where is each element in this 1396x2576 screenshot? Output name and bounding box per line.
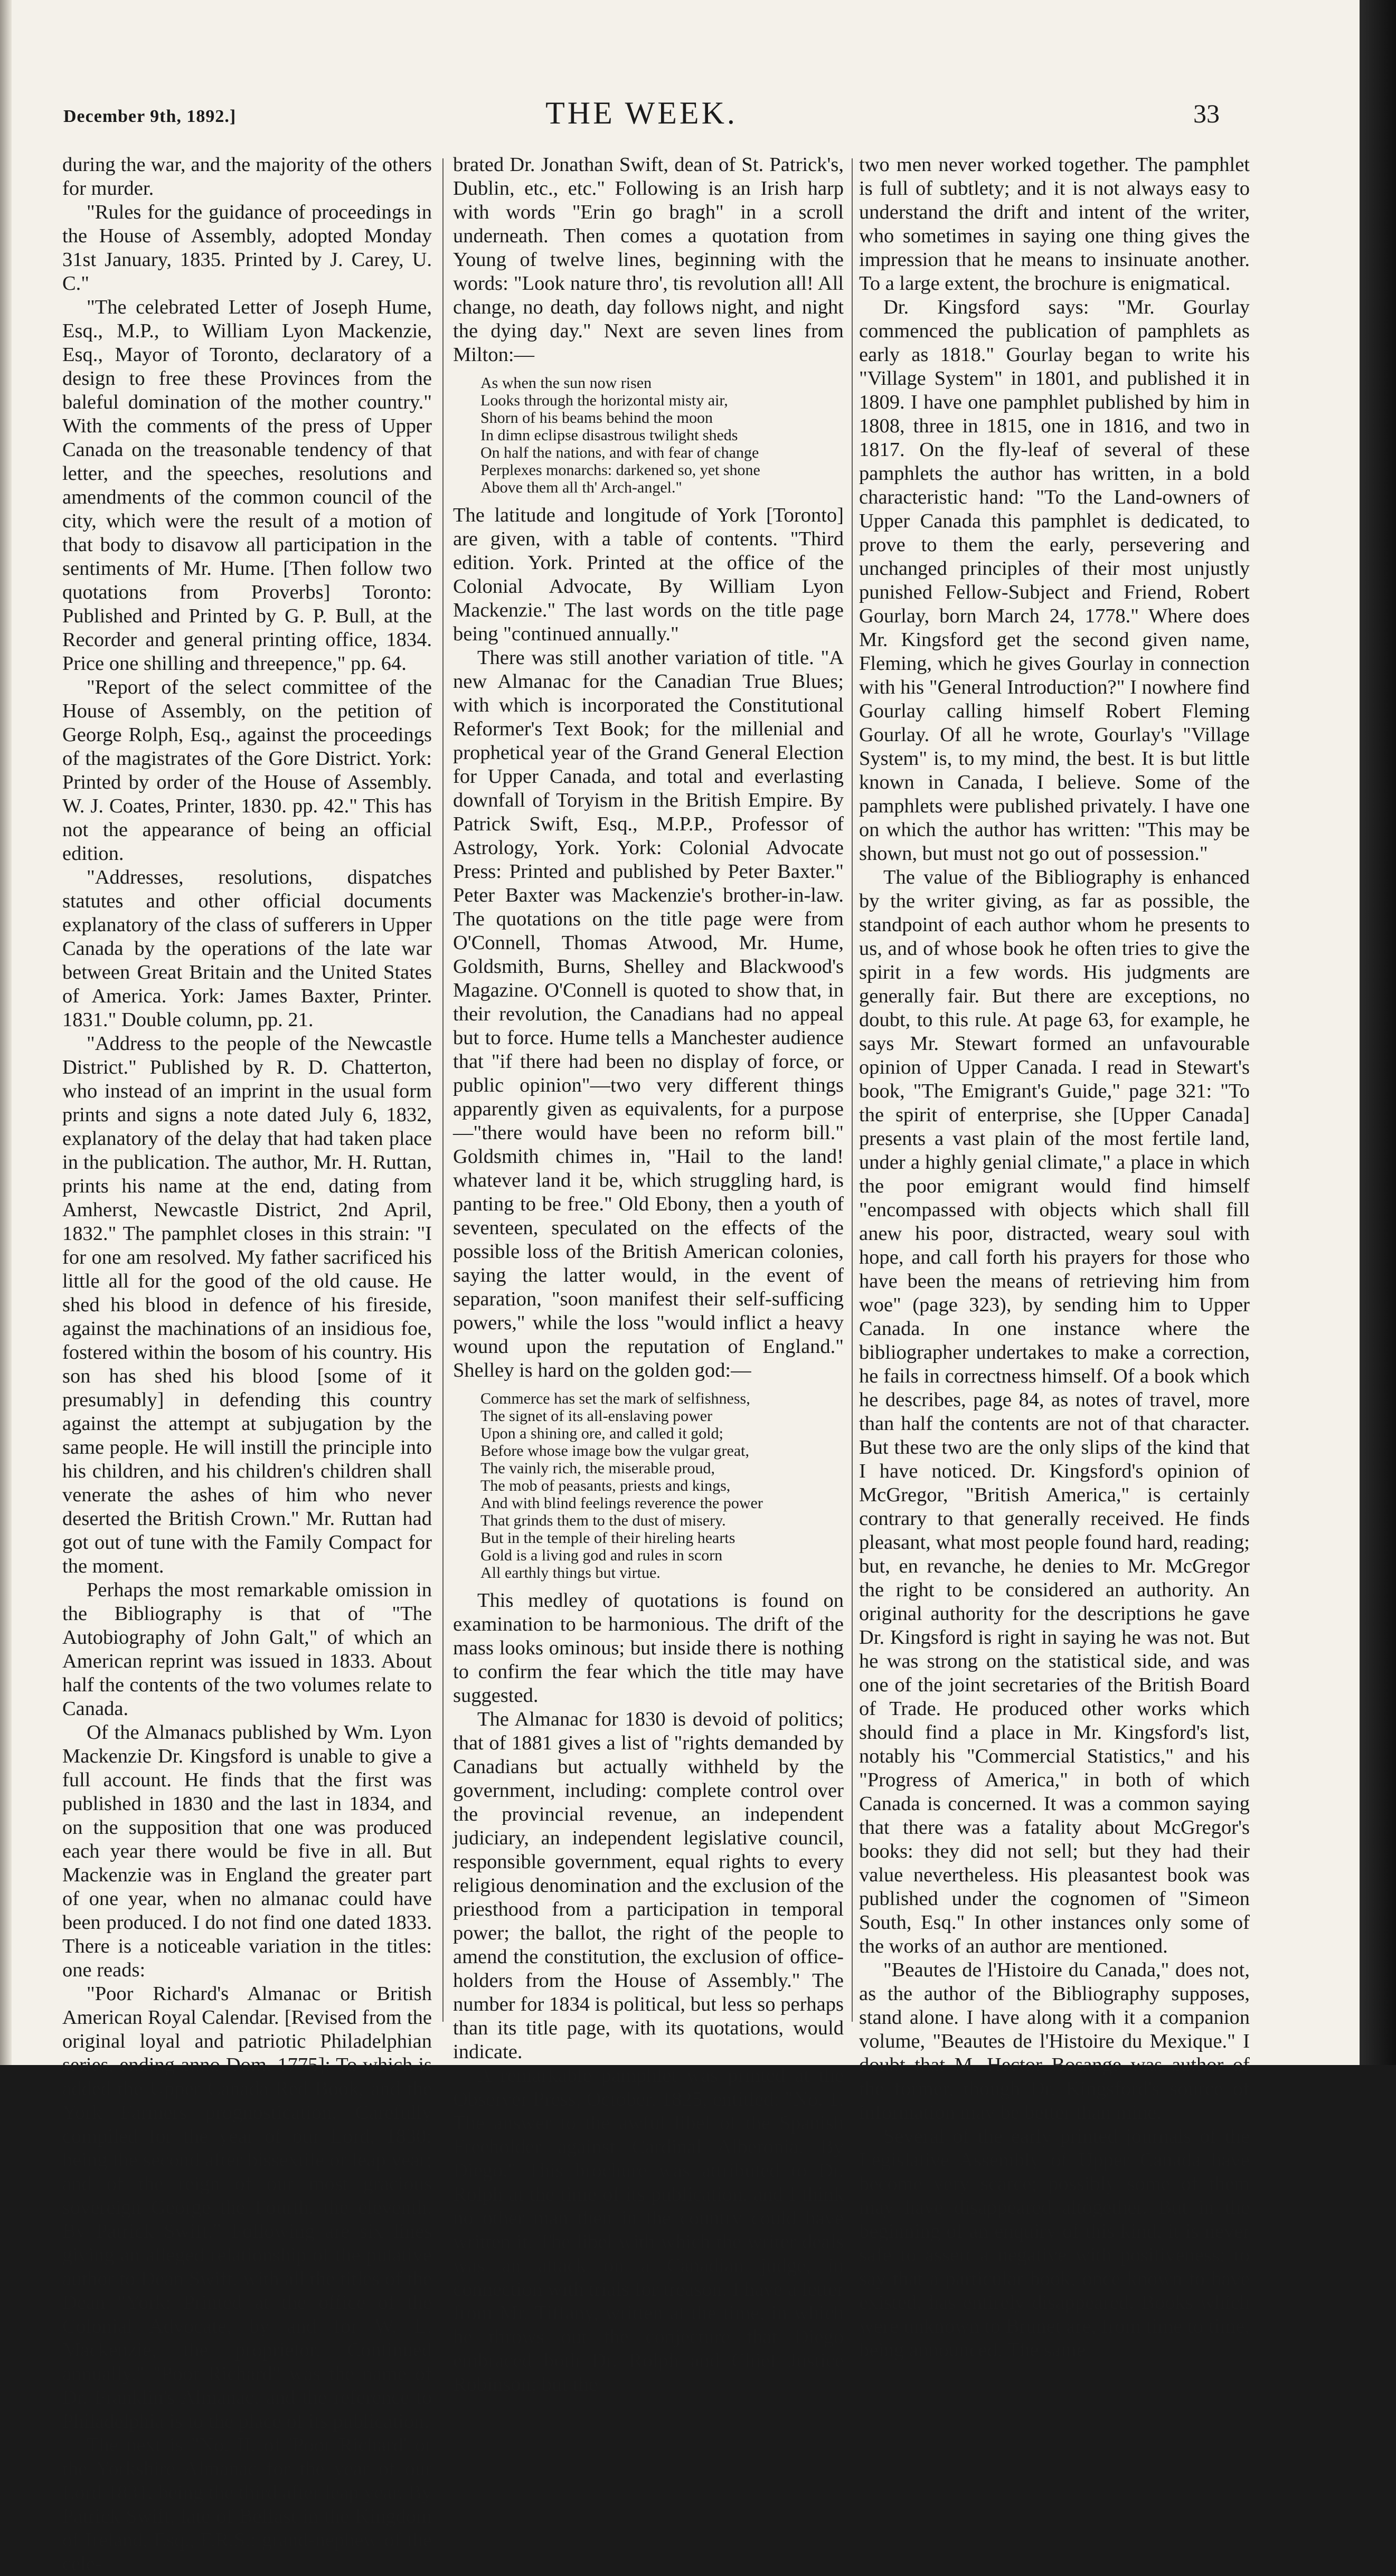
issue-date: December 9th, 1892.] xyxy=(63,107,237,126)
scan-dark-border xyxy=(1360,0,1396,2065)
paragraph: There was still another variation of title. "A new Almanac for the Canadian True Blues; with which is incorporated the Constitutional Reformer's Text Book; for the millenial and prophetical year of the Grand General Election for Upper Canada, and total and everlasting downfall of Toryism in the British Empire. By Patrick Swift, Esq., M.P.P., Professor of Astrology, York. York: Colonial Advocate Press: Printed and published by Peter Baxter." Peter Baxter was Mackenzie's brother-in-law. The quotations on the title page were from O'Connell, Thomas Atwood, Mr. Hume, Goldsmith, Burns, Shelley and Blackwood's Magazine. O'Connell is quoted to show that, in their revolution, the Canadians had no appeal but to force. Hume tells a Manchester audience that "if there had been no display of force, or public opinion"—two very different things apparently given as equivalents, for a purpose—"there would have been no reform bill." Goldsmith chimes in, "Hail to the land! whatever land it be, which struggling hard, is panting to be free." Old Ebony, then a youth of seventeen, speculated on the effects of the possible loss of the British American colonies, saying the latter would, in the event of separation, "soon manifest their self-sufficing powers," while the loss "would inflict a heavy wound upon the reputation of England." Shelley is hard on the golden god:— xyxy=(453,647,844,1381)
verse-line: Gold is a living god and rules in scorn xyxy=(480,1547,723,1564)
paragraph: "Report of the select committee of the House of Assembly, on the petition of George Rolph, Esq., against the proceedings of the magistrates of the Gore District. York: Printed by order of the House of Assembly. W. J. Coates, Printer, 1830. pp. 42." This has not the appearance of being an official edition. xyxy=(62,676,432,865)
verse-line: In dimn eclipse disastrous twilight sheds xyxy=(480,427,738,444)
verse-line: Looks through the horizontal misty air, xyxy=(480,392,728,409)
paragraph: "The celebrated Letter of Joseph Hume, Esq., M.P., to William Lyon Mackenzie, Esq., Mayor of Toronto, declaratory of a design to free these Provinces from the baleful domination of the mother country." With the comments of the press of Upper Canada on the treasonable tendency of that letter, and the speeches, resolutions and amendments of the common council of the city, which were the result of a motion of that body to disavow all participation in the sentiments of Mr. Hume. [Then follow two quotations from Proverbs] Toronto: Published and Printed by G. P. Bull, at the Recorder and general printing office, 1834. Price one shilling and threepence," pp. 64. xyxy=(62,296,432,675)
shelley-verse xyxy=(480,1390,844,1581)
verse-line: All earthly things but virtue. xyxy=(480,1564,661,1581)
text-column-3 xyxy=(859,153,1250,2361)
verse-line: Above them all th' Arch-angel." xyxy=(480,479,682,496)
verse-line: That grinds them to the dust of misery. xyxy=(480,1512,726,1529)
paragraph: The next is "No. II. of 'Poor Richard' or the Yorkshire Almanac for the year of our Lord 1831, being the third after leap year. By Patrick Swift, late of Belfast in the Kingdom of Ireland, Esq., F.R.S.; grand-nephew of the cele- xyxy=(62,2434,432,2575)
paragraph: "Poor Richard's Almanac or British American Royal Calendar. [Revised from the original loyal and patriotic Philadelphian series, ending anno Dom. 1775]: To which is added the Upper Canada Red Book, and the York Farmers prognostication. Carefully compiled for the year of our Lord, 1830: being the second after bissextile or leap year; and of the reign of our most gracious sovereign George the Fourth, the eleventh. By Patrick Swift." Following are six lines giving an alleged relationship of the putative author to Dean Swift, with all the titles of the Dean "York: Printed at the office of the Colonial Advocate, by and for W. L. Mackenzie, the proprietor. Continued annually." "Poor Richard" was the name of Dr. Franklin's Almanac, and the reference to Philadelphia is to the place of its publication. xyxy=(62,1983,432,2432)
paragraph: during the war, and the majority of the others for murder. xyxy=(62,154,432,200)
verse-line: Commerce has set the mark of selfishness, xyxy=(480,1390,750,1407)
verse-line: Before whose image bow the vulgar great, xyxy=(480,1442,749,1460)
verse-line: But in the temple of their hireling hearts xyxy=(480,1529,735,1547)
page-number: 33 xyxy=(1193,99,1220,128)
paragraph: Of the Almanacs published by Wm. Lyon Mackenzie Dr. Kingsford is unable to give a full account. He finds that the first was published in 1830 and the last in 1834, and on the supposition that one was produced each year there would be five in all. But Mackenzie was in England the greater part of one year, when no almanac could have been produced. I do not find one dated 1833. There is a noticeable variation in the titles: one reads: xyxy=(62,1721,432,1981)
column-divider xyxy=(442,158,444,2022)
journal-title: THE WEEK. xyxy=(545,96,738,130)
paragraph: A remarkable pamphlet was printed at the Observer Press, October, 1825, entitled: "No. 1. The answer to the awful libel of the Spanish Freeholder against Cardinal Alberonia. By Diego." This brochure was attributed to Dr. Rolph at the time of its publication, and I think no other man then in the country could have written it. The libel with which the writer deals was an attack on a Canadian judge, in connection with trials for treason. I have a letter from Mr. Tiffany, written at the time, in which he throws out the conjecture that Diego embraced both Dr. Rolph and Chief Justice Robinson; but the xyxy=(453,2064,844,2395)
verse-line: The signet of its all-enslaving power xyxy=(480,1407,713,1425)
paragraph: Dr. Kingsford says: "Mr. Gourlay commenced the publication of pamphlets as early as 1818." Gourlay began to write his "Village System" in 1801, and published it in 1809. I have one pamphlet published by him in 1808, three in 1815, one in 1816, and two in 1817. On the fly-leaf of several of these pamphlets the author has written, in a bold characteristic hand: "To the Land-owners of Upper Canada this pamphlet is dedicated, to prove to them the early, persevering and unchanged principles of their most unjustly punished Fellow-Subject and Friend, Robert Gourlay, born March 24, 1778." Where does Mr. Kingsford get the second given name, Fleming, which he gives Gourlay in connection with his "General Introduction?" I nowhere find Gourlay calling himself Robert Fleming Gourlay. Of all he wrote, Gourlay's "Village System" is, to my mind, the best. It is but little known in Canada, I believe. Some of the pamphlets were published privately. I have one on which the author has written: "This may be shown, but must not go out of possession." xyxy=(859,296,1250,865)
paragraph: two men never worked together. The pamphlet is full of subtlety; and it is not always easy to understand the drift and intent of the writer, who sometimes in saying one thing gives the impression that he means to insinuate another. To a large extent, the brochure is enigmatical. xyxy=(859,154,1250,295)
paragraph: The value of the Bibliography is enhanced by the writer giving, as far as possible, the standpoint of each author whom he presents to us, and of whose book he often tries to give the spirit in a few words. His judgments are generally fair. But there are exceptions, no doubt, to this rule. At page 63, for example, he says Mr. Stewart formed an unfavourable opinion of Upper Canada. I read in Stewart's book, "The Emigrant's Guide," page 321: "To the spirit of enterprise, she [Upper Canada] presents a vast plain of the most fertile land, under a highly genial climate," a place in which the poor emigrant would find himself "encompassed with objects which shall fill anew his poor, distracted, weary soul with hope, and call forth his prayers for those who have been the means of retrieving him from woe" (page 323), by sending him to Upper Canada. In one instance where the bibliographer undertakes to make a correction, he fails in correctness himself. Of a book which he describes, page 84, as notes of travel, more than half the contents are not of that character. But these two are the only slips of the kind that I have noticed. Dr. Kingsford's opinion of McGregor, "British America," is certainly contrary to that generally received. He finds pleasant, what most people found hard, reading; but, en revanche, he denies to Mr. McGregor the right to be considered an authority. An original authority for the descriptions he gave Dr. Kingsford is right in saying he was not. But he was strong on the statistical side, and was one of the joint secretaries of the British Board of Trade. He produced other works which should find a place in Mr. Kingsford's list, notably his "Commercial Statistics," and his "Progress of America," in both of which Canada is concerned. It was a common saying that there was a fatality about McGregor's books: they did not sell; but they had their value nevertheless. His pleasantest book was published under the cognomen of "Simeon South, Esq." In other instances only some of the works of an author are mentioned. xyxy=(859,866,1250,1957)
verse-line: The vainly rich, the miserable proud, xyxy=(480,1460,715,1477)
paragraph: Perhaps the most remarkable omission in the Bibliography is that of "The Autobiography of John Galt," of which an American reprint was issued in 1833. About half the contents of the two volumes relate to Canada. xyxy=(62,1579,432,1720)
page-header xyxy=(63,95,1220,143)
verse-line: And with blind feelings reverence the power xyxy=(480,1494,763,1512)
verse-line: The mob of peasants, priests and kings, xyxy=(480,1477,731,1494)
paragraph: brated Dr. Jonathan Swift, dean of St. Patrick's, Dublin, etc., etc." Following is an Irish harp with words "Erin go bragh" in a scroll underneath. Then comes a quotation from Young of twelve lines, beginning with the words: "Look nature thro', tis revolution all! All change, no death, day follows night, and night the dying day." Next are seven lines from Milton:— xyxy=(453,154,844,366)
paragraph: "Beautes de l'Histoire du Canada," does not, as the author of the Bibliography supposes, stand alone. I have along with it a companion volume, "Beautes de l'Histoire du Mexique." I doubt that M. Hector Bosange was author of the former, though Dr. Kingsford's source of information may be better than mine. xyxy=(859,1959,1250,2124)
paragraph: "Rules for the guidance of proceedings in the House of Assembly, adopted Monday 31st January, 1835. Printed by J. Carey, U. C." xyxy=(62,201,432,295)
column-divider xyxy=(852,158,853,2022)
paragraph: Several of the early printed journals of the Legislative Assembly of Upper Canada have become very scarce; possibly some of them may have disappeared altogether. But in the beginning of an enquiry of this kind, it is never safe to assert a negative with positiveness; to say that a particular book, once known to have existed, has entirely disappeared. Books which were unknown to Brunet are, from time to time, being announced. The same xyxy=(859,2125,1250,2361)
verse-line: As when the sun now risen xyxy=(480,374,652,392)
verse-line: Upon a shining ore, and called it gold; xyxy=(480,1425,723,1442)
paragraph: The Almanac for 1830 is devoid of politics; that of 1881 gives a list of "rights demanded by Canadians but actually withheld by the government, including: complete control over the provincial revenue, an independent judiciary, an independent legislative council, responsible government, equal rights to every religious denomination and the exclusion of the priesthood from a participation in temporal power; the ballot, the right of the people to amend the constitution, the exclusion of office-holders from the House of Assembly." The number for 1834 is political, but less so perhaps than its title page, with its quotations, would indicate. xyxy=(453,1708,844,2063)
verse-line: Shorn of his beams behind the moon xyxy=(480,409,713,427)
paragraph: "Address to the people of the Newcastle District." Published by R. D. Chatterton, who instead of an imprint in the usual form prints and signs a note dated July 6, 1832, explanatory of the delay that had taken place in the publication. The author, Mr. H. Ruttan, prints his name at the end, dating from Amherst, Newcastle District, 2nd April, 1832." The pamphlet closes in this strain: "I for one am resolved. My father sacrificed his little all for the good of the old cause. He shed his blood in defence of his fireside, against the machinations of an insidious foe, fostered within the bosom of his country. His son has shed his blood [some of it presumably] in defending this country against the attempt at subjugation by the same people. He will instill the principle into his children, and his children's children shall venerate the ashes of him who never deserted the British Crown." Mr. Ruttan had got out of tune with the Family Compact for the moment. xyxy=(62,1033,432,1577)
milton-verse xyxy=(480,374,844,496)
page-binding-edge xyxy=(0,0,12,2065)
text-column-2 xyxy=(453,153,844,2395)
verse-line: Perplexes monarchs: darkened so, yet shone xyxy=(480,461,760,479)
paragraph: This medley of quotations is found on examination to be harmonious. The drift of the mass looks ominous; but inside there is nothing to confirm the fear which the title may have suggested. xyxy=(453,1589,844,1707)
paragraph: The latitude and longitude of York [Toronto] are given, with a table of contents. "Third edition. York. Printed at the office of the Colonial Advocate, By William Lyon Mackenzie." The last words on the title page being "continued annually." xyxy=(453,504,844,645)
paragraph: "Addresses, resolutions, dispatches statutes and other official documents explanatory of the class of sufferers in Upper Canada by the operations of the late war between Great Britain and the United States of America. York: James Baxter, Printer. 1831." Double column, pp. 21. xyxy=(62,866,432,1031)
text-column-1 xyxy=(62,153,432,2575)
verse-line: On half the nations, and with fear of change xyxy=(480,444,759,461)
